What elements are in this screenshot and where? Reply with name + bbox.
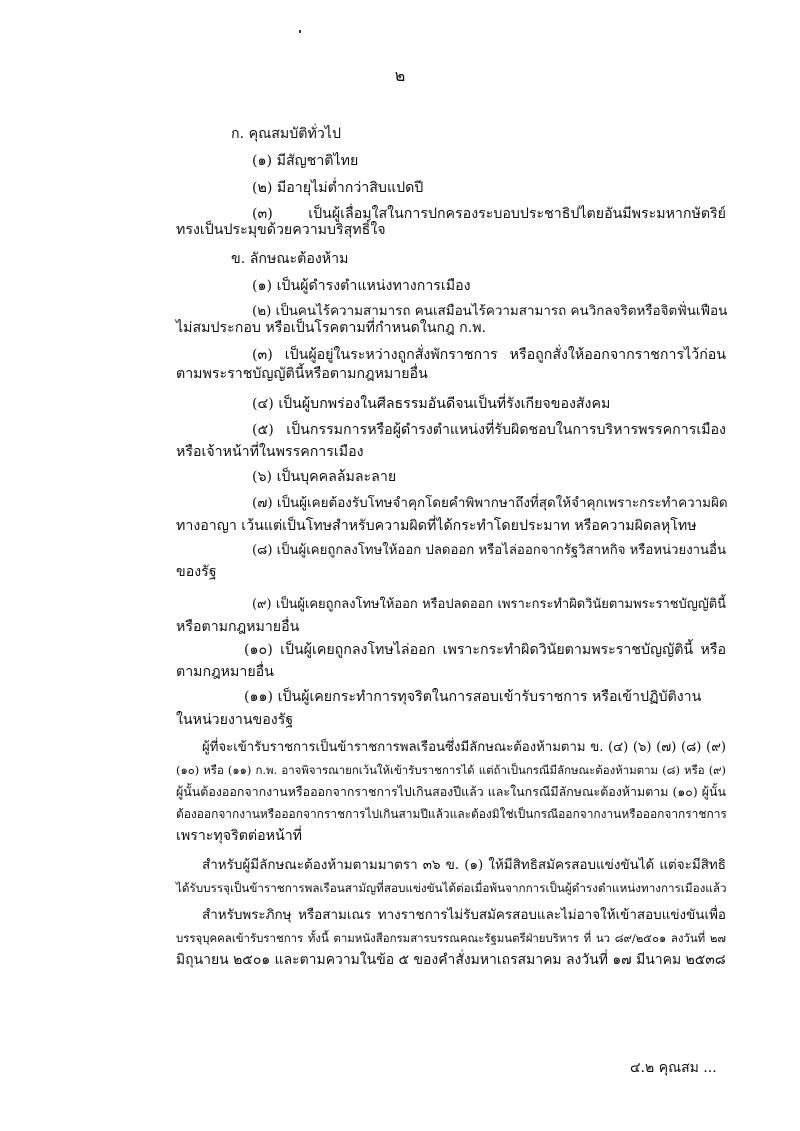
continuation-footer: ๔.๒ คุณสม ...	[630, 1060, 717, 1076]
section-b-line: (๘) เป็นผู้เคยถูกลงโทษให้ออก ปลดออก หรือไล่ออกจากรัฐวิสาหกิจ หรือหน่วยงานอื่น	[252, 543, 726, 558]
paragraph-line: สำหรับผู้มีลักษณะต้องห้ามตามมาตรา ๓๖ ข. (๑) ให้มีสิทธิสมัครสอบแข่งขันได้ แต่จะมีสิทธิ	[202, 858, 726, 873]
section-b-line: (๓) เป็นผู้อยู่ในระหว่างถูกสั่งพักราชการ หรือถูกสั่งให้ออกจากราชการไว้ก่อน	[252, 347, 726, 363]
section-b-line: (๗) เป็นผู้เคยต้องรับโทษจำคุกโดยคำพิพากษาถึงที่สุดให้จำคุกเพราะกระทำความผิด	[252, 496, 728, 511]
section-a-item: (๒) มีอายุไม่ต่ำกว่าสิบแปดปี	[252, 180, 424, 196]
paragraph-line: เพราะทุจริตต่อหน้าที่	[176, 828, 303, 844]
section-b-line: หรือเจ้าหน้าที่ในพรรคการเมือง	[176, 444, 364, 460]
section-a-item: (๑) มีสัญชาติไทย	[252, 153, 359, 169]
section-b-line: (๑๐) เป็นผู้เคยถูกลงโทษไล่ออก เพราะกระทำผิดวินัยตามพระราชบัญญัตินี้ หรือ	[244, 642, 726, 658]
paragraph-line: ได้รับบรรจุเป็นข้าราชการพลเรือนสามัญที่สอบแข่งขันได้ต่อเมื่อพ้นจากการเป็นผู้ดำรงตำแหน่งทางการเมืองแล้ว	[176, 881, 727, 895]
section-a-item-continuation: ทรงเป็นประมุขด้วยความบริสุทธิ์ใจ	[176, 222, 386, 238]
paragraph-line: มิถุนายน ๒๕๐๑ และตามความในข้อ ๕ ของคำสั่งมหาเถรสมาคม ลงวันที่ ๑๗ มีนาคม ๒๕๓๘	[176, 952, 726, 968]
section-b-line: ตามกฎหมายอื่น	[176, 664, 274, 680]
page-number: ๒	[394, 66, 406, 85]
section-b-line: ทางอาญา เว้นแต่เป็นโทษสำหรับความผิดที่ได้กระทำโดยประมาท หรือความผิดลหุโทษ	[176, 518, 697, 534]
section-b-line: (๑๑) เป็นผู้เคยกระทำการทุจริตในการสอบเข้ารับราชการ หรือเข้าปฏิบัติงาน	[244, 689, 702, 705]
paragraph-line: (๑๐) หรือ (๑๑) ก.พ. อาจพิจารณายกเว้นให้เข้ารับราชการได้ แต่ถ้าเป็นกรณีมีลักษณะต้องห้ามตาม (๘) หรือ (๙)	[176, 763, 726, 777]
section-b-heading: ข. ลักษณะต้องห้าม	[231, 251, 349, 267]
section-b-line: (๒) เป็นคนไร้ความสามารถ คนเสมือนไร้ความสามารถ คนวิกลจริตหรือจิตฟั่นเฟือน	[252, 304, 728, 319]
scan-speck	[299, 30, 301, 33]
section-b-line: ของรัฐ	[176, 564, 217, 580]
section-b-line: (๙) เป็นผู้เคยถูกลงโทษให้ออก หรือปลดออก เพราะกระทำผิดวินัยตามพระราชบัญญัตินี้	[252, 597, 726, 612]
section-a-heading: ก. คุณสมบัติทั่วไป	[231, 126, 341, 142]
paragraph-line: ผู้ที่จะเข้ารับราชการเป็นข้าราชการพลเรือนซึ่งมีลักษณะต้องห้ามตาม ข. (๔) (๖) (๗) (๘) (๙)	[202, 740, 726, 755]
section-b-line: (๑) เป็นผู้ดำรงตำแหน่งทางการเมือง	[252, 278, 471, 294]
section-b-line: ตามพระราชบัญญัตินี้หรือตามกฎหมายอื่น	[176, 366, 428, 382]
section-b-line: (๖) เป็นบุคคลล้มละลาย	[252, 469, 397, 485]
section-b-line: (๔) เป็นผู้บกพร่องในศีลธรรมอันดีจนเป็นที่รังเกียจของสังคม	[252, 396, 611, 412]
section-a-item: (๓) เป็นผู้เลื่อมใสในการปกครองระบอบประชาธิปไตยอันมีพระมหากษัตริย์	[252, 206, 726, 222]
section-b-line: (๕) เป็นกรรมการหรือผู้ดำรงตำแหน่งที่รับผิดชอบในการบริหารพรรคการเมือง	[252, 422, 726, 438]
paragraph-line: ผู้นั้นต้องออกจากงานหรือออกจากราชการไปเกินสองปีแล้ว และในกรณีมีลักษณะต้องห้ามตาม (๑๐) ผู้นั้น	[176, 784, 726, 799]
paragraph-line: ต้องออกจากงานหรือออกจากราชการไปเกินสามปีแล้วและต้องมิใช่เป็นกรณีออกจากงานหรือออกจากราชการ	[176, 807, 727, 821]
section-b-line: หรือตามกฎหมายอื่น	[176, 619, 300, 635]
paragraph-line: สำหรับพระภิกษุ หรือสามเณร ทางราชการไม่รับสมัครสอบและไม่อาจให้เข้าสอบแข่งขันเพื่อ	[202, 908, 726, 923]
section-b-line: ไม่สมประกอบ หรือเป็นโรคตามที่กำหนดในกฎ ก.พ.	[176, 320, 487, 336]
paragraph-line: บรรจุบุคคลเข้ารับราชการ ทั้งนี้ ตามหนังสือกรมสารบรรณคณะรัฐมนตรีฝ่ายบริหาร ที่ นว ๘๙/๒๕๐๑ ลงวันที่ ๒๗	[176, 931, 726, 945]
section-b-line: ในหน่วยงานของรัฐ	[176, 712, 294, 728]
